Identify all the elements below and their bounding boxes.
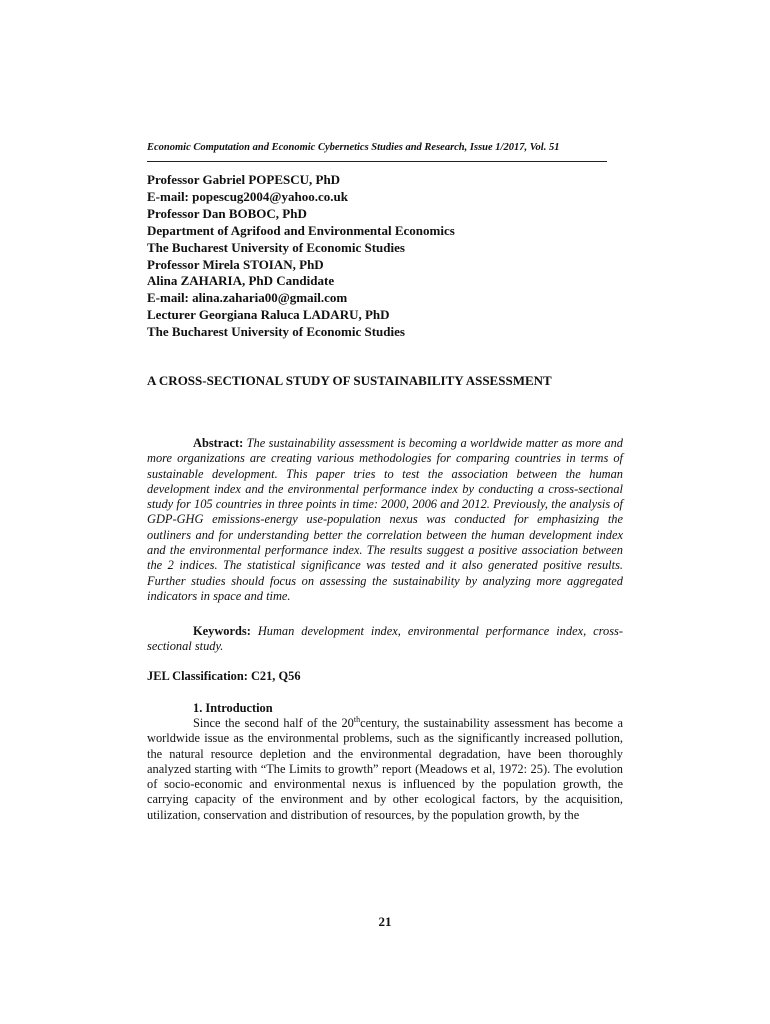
- author-line: Professor Dan BOBOC, PhD: [147, 205, 307, 221]
- intro-text-rest: century, the sustainability assessment has become a worldwide issue as the environmental problems, such as the significantly increased pollution, the natural resource depletion and the environmental degradation, have been thoroughly analyzed starting with “The Limits to growth” report (Meadows et al, 1972: 25). The evolution of socio-economic and environmental nexus is influenced by the population growth, the carrying capacity of the environment and by other ecological factors, by the acquisition, utilization, conservation and distribution of resources, by the population growth, by the: [147, 716, 623, 822]
- keywords: [147, 624, 623, 655]
- author-line: The Bucharest University of Economic Studies: [147, 239, 405, 255]
- intro-superscript: th: [353, 714, 361, 724]
- section-heading: 1. Introduction: [193, 701, 273, 715]
- journal-header: Economic Computation and Economic Cybernetics Studies and Research, Issue 1/2017, Vol. 51: [147, 142, 560, 153]
- author-line: Professor Mirela STOIAN, PhD: [147, 256, 324, 272]
- keywords-text: Human development index, environmental performance index, cross-sectional study.: [147, 624, 623, 654]
- abstract-label: Abstract:: [193, 436, 244, 450]
- abstract: [147, 436, 623, 604]
- author-block: [147, 172, 623, 341]
- paper-title: A CROSS-SECTIONAL STUDY OF SUSTAINABILITY ASSESSMENT: [147, 373, 552, 388]
- keywords-label: Keywords:: [193, 624, 251, 638]
- header-rule: [147, 161, 607, 162]
- introduction-paragraph: [147, 716, 623, 823]
- abstract-text: The sustainability assessment is becoming a worldwide matter as more and more organizations are creating various methodologies for comparing countries in terms of sustainable development. This paper tries to test the association between the human development index and the environmental performance index by conducting a cross-sectional study for 105 countries in three points in time: 2000, 2006 and 2012. Previously, the analysis of GDP-GHG emissions-energy use-population nexus was conducted for emphasizing the outliners and for understanding better the correlation between the human development index and the environmental performance index. The results suggest a positive association between the 2 indices. The statistical significance was tested and it also generated positive results. Further studies should focus on assessing the sustainability by analyzing more aggregated indicators in space and time.: [147, 436, 623, 603]
- author-line: Professor Gabriel POPESCU, PhD: [147, 172, 341, 187]
- author-line: E-mail: popescug2004@yahoo.co.uk: [147, 188, 348, 204]
- author-line: Department of Agrifood and Environmental Economics: [147, 222, 455, 238]
- author-line: Lecturer Georgiana Raluca LADARU, PhD: [147, 307, 390, 323]
- author-line: The Bucharest University of Economic Studies: [147, 324, 405, 340]
- intro-text-start: Since the second half of the 20: [193, 716, 354, 730]
- jel-classification: JEL Classification: C21, Q56: [147, 669, 301, 683]
- author-line: Alina ZAHARIA, PhD Candidate: [147, 273, 335, 289]
- page-number: 21: [378, 914, 392, 929]
- author-line: E-mail: alina.zaharia00@gmail.com: [147, 290, 348, 306]
